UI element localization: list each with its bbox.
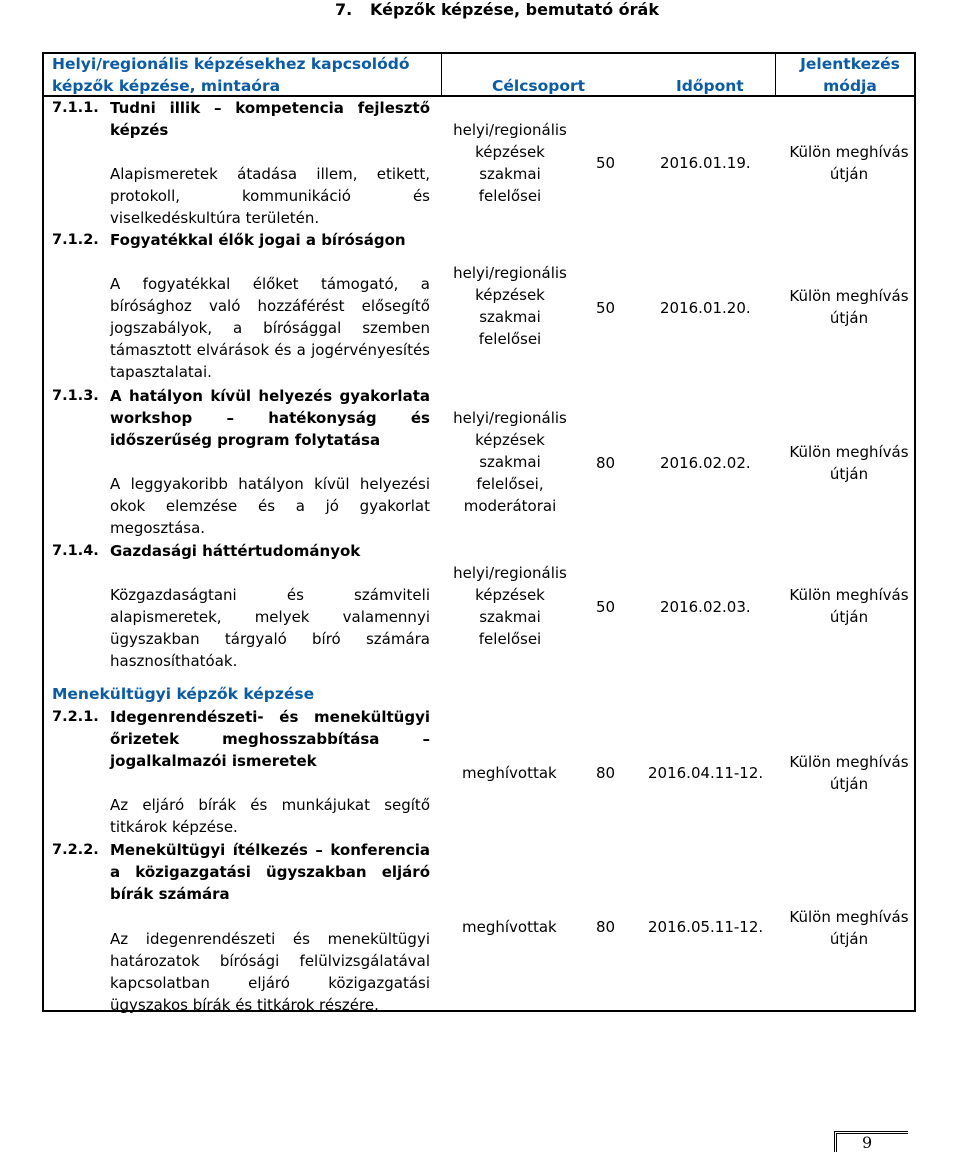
row-target-group: helyi/regionális képzések szakmai felelősei <box>453 121 567 205</box>
row-description: Az idegenrendészeti és menekültügyi határozatok bírósági felülvizsgálatával kapcsolatban eljáró közigazgatási ügyszakos bírák és titkárok részére. <box>110 930 430 1014</box>
row-target-group: meghívottak <box>462 918 557 936</box>
row-title: Menekültügyi ítélkezés – konferencia a közigazgatási ügyszakban eljáró bírák számára <box>110 841 430 903</box>
row-code: 7.1.1. <box>52 100 99 116</box>
row-description: A leggyakoribb hatályon kívül helyezési okok elemzése és a jó gyakorlat megosztása. <box>110 475 430 537</box>
row-target-group: helyi/regionális képzések szakmai felelősei <box>453 264 567 348</box>
row-registration: Külön meghívás útján <box>789 287 909 327</box>
section-heading <box>335 0 659 20</box>
row-date: 2016.02.03. <box>660 598 751 616</box>
row-title: Idegenrendészeti- és menekültügyi őrizetek meghosszabbítása – jogalkalmazói ismeretek <box>110 708 430 770</box>
row-date: 2016.05.11-12. <box>648 918 764 936</box>
row-description: Közgazdaságtani és számviteli alapismeretek, melyek valamennyi ügyszakban tárgyaló bíró számára hasznosíthatóak. <box>110 586 430 670</box>
row-date: 2016.01.19. <box>660 154 751 172</box>
section-heading-number: 7. <box>335 0 353 19</box>
table-header-target-group: Célcsoport <box>492 77 586 95</box>
row-code: 7.1.3. <box>52 388 99 404</box>
row-date: 2016.02.02. <box>660 454 751 472</box>
row-description: Az eljáró bírák és munkájukat segítő titkárok képzése. <box>110 796 430 836</box>
section-title-refugee: Menekültügyi képzők képzése <box>52 685 315 703</box>
row-date: 2016.04.11-12. <box>648 764 764 782</box>
row-title: A hatályon kívül helyezés gyakorlata workshop – hatékonyság és időszerűség program folytatása <box>110 387 430 449</box>
section-heading-text: Képzők képzése, bemutató órák <box>370 0 659 19</box>
row-description: A fogyatékkal élőket támogató, a bírósághoz való hozzáférést elősegítő jogszabályok, a bírósággal szemben támasztott elvárások és a jogérvényesítés tapasztalatai. <box>110 275 430 381</box>
row-count: 80 <box>596 454 616 472</box>
row-registration: Külön meghívás útján <box>789 143 909 183</box>
row-target-group: helyi/regionális képzések szakmai felelősei, moderátorai <box>453 409 567 515</box>
row-target-group: helyi/regionális képzések szakmai felelősei <box>453 564 567 648</box>
row-title: Fogyatékkal élők jogai a bíróságon <box>110 231 406 249</box>
page-number: 9 <box>862 1133 873 1152</box>
row-date: 2016.01.20. <box>660 299 751 317</box>
row-code: 7.1.4. <box>52 543 99 559</box>
row-code: 7.2.2. <box>52 842 99 858</box>
table-header-registration: Jelentkezés módja <box>800 55 900 95</box>
row-registration: Külön meghívás útján <box>789 443 909 483</box>
row-count: 80 <box>596 764 616 782</box>
row-code: 7.2.1. <box>52 709 99 725</box>
row-registration: Külön meghívás útján <box>789 586 909 626</box>
row-count: 80 <box>596 918 616 936</box>
row-target-group: meghívottak <box>462 764 557 782</box>
row-registration: Külön meghívás útján <box>789 753 909 793</box>
row-code: 7.1.2. <box>52 232 99 248</box>
row-count: 50 <box>596 299 616 317</box>
header-column-divider <box>441 52 442 96</box>
row-count: 50 <box>596 598 616 616</box>
row-title: Tudni illik – kompetencia fejlesztő képzés <box>110 99 430 139</box>
header-column-divider <box>775 52 776 96</box>
table-header-date: Időpont <box>676 77 744 95</box>
row-count: 50 <box>596 154 616 172</box>
table-header-title: Helyi/regionális képzésekhez kapcsolódó képzők képzése, mintaóra <box>52 55 410 95</box>
row-description: Alapismeretek átadása illem, etikett, protokoll, kommunikáció és viselkedéskultúra területén. <box>110 165 430 227</box>
row-title: Gazdasági háttértudományok <box>110 542 361 560</box>
row-registration: Külön meghívás útján <box>789 908 909 948</box>
